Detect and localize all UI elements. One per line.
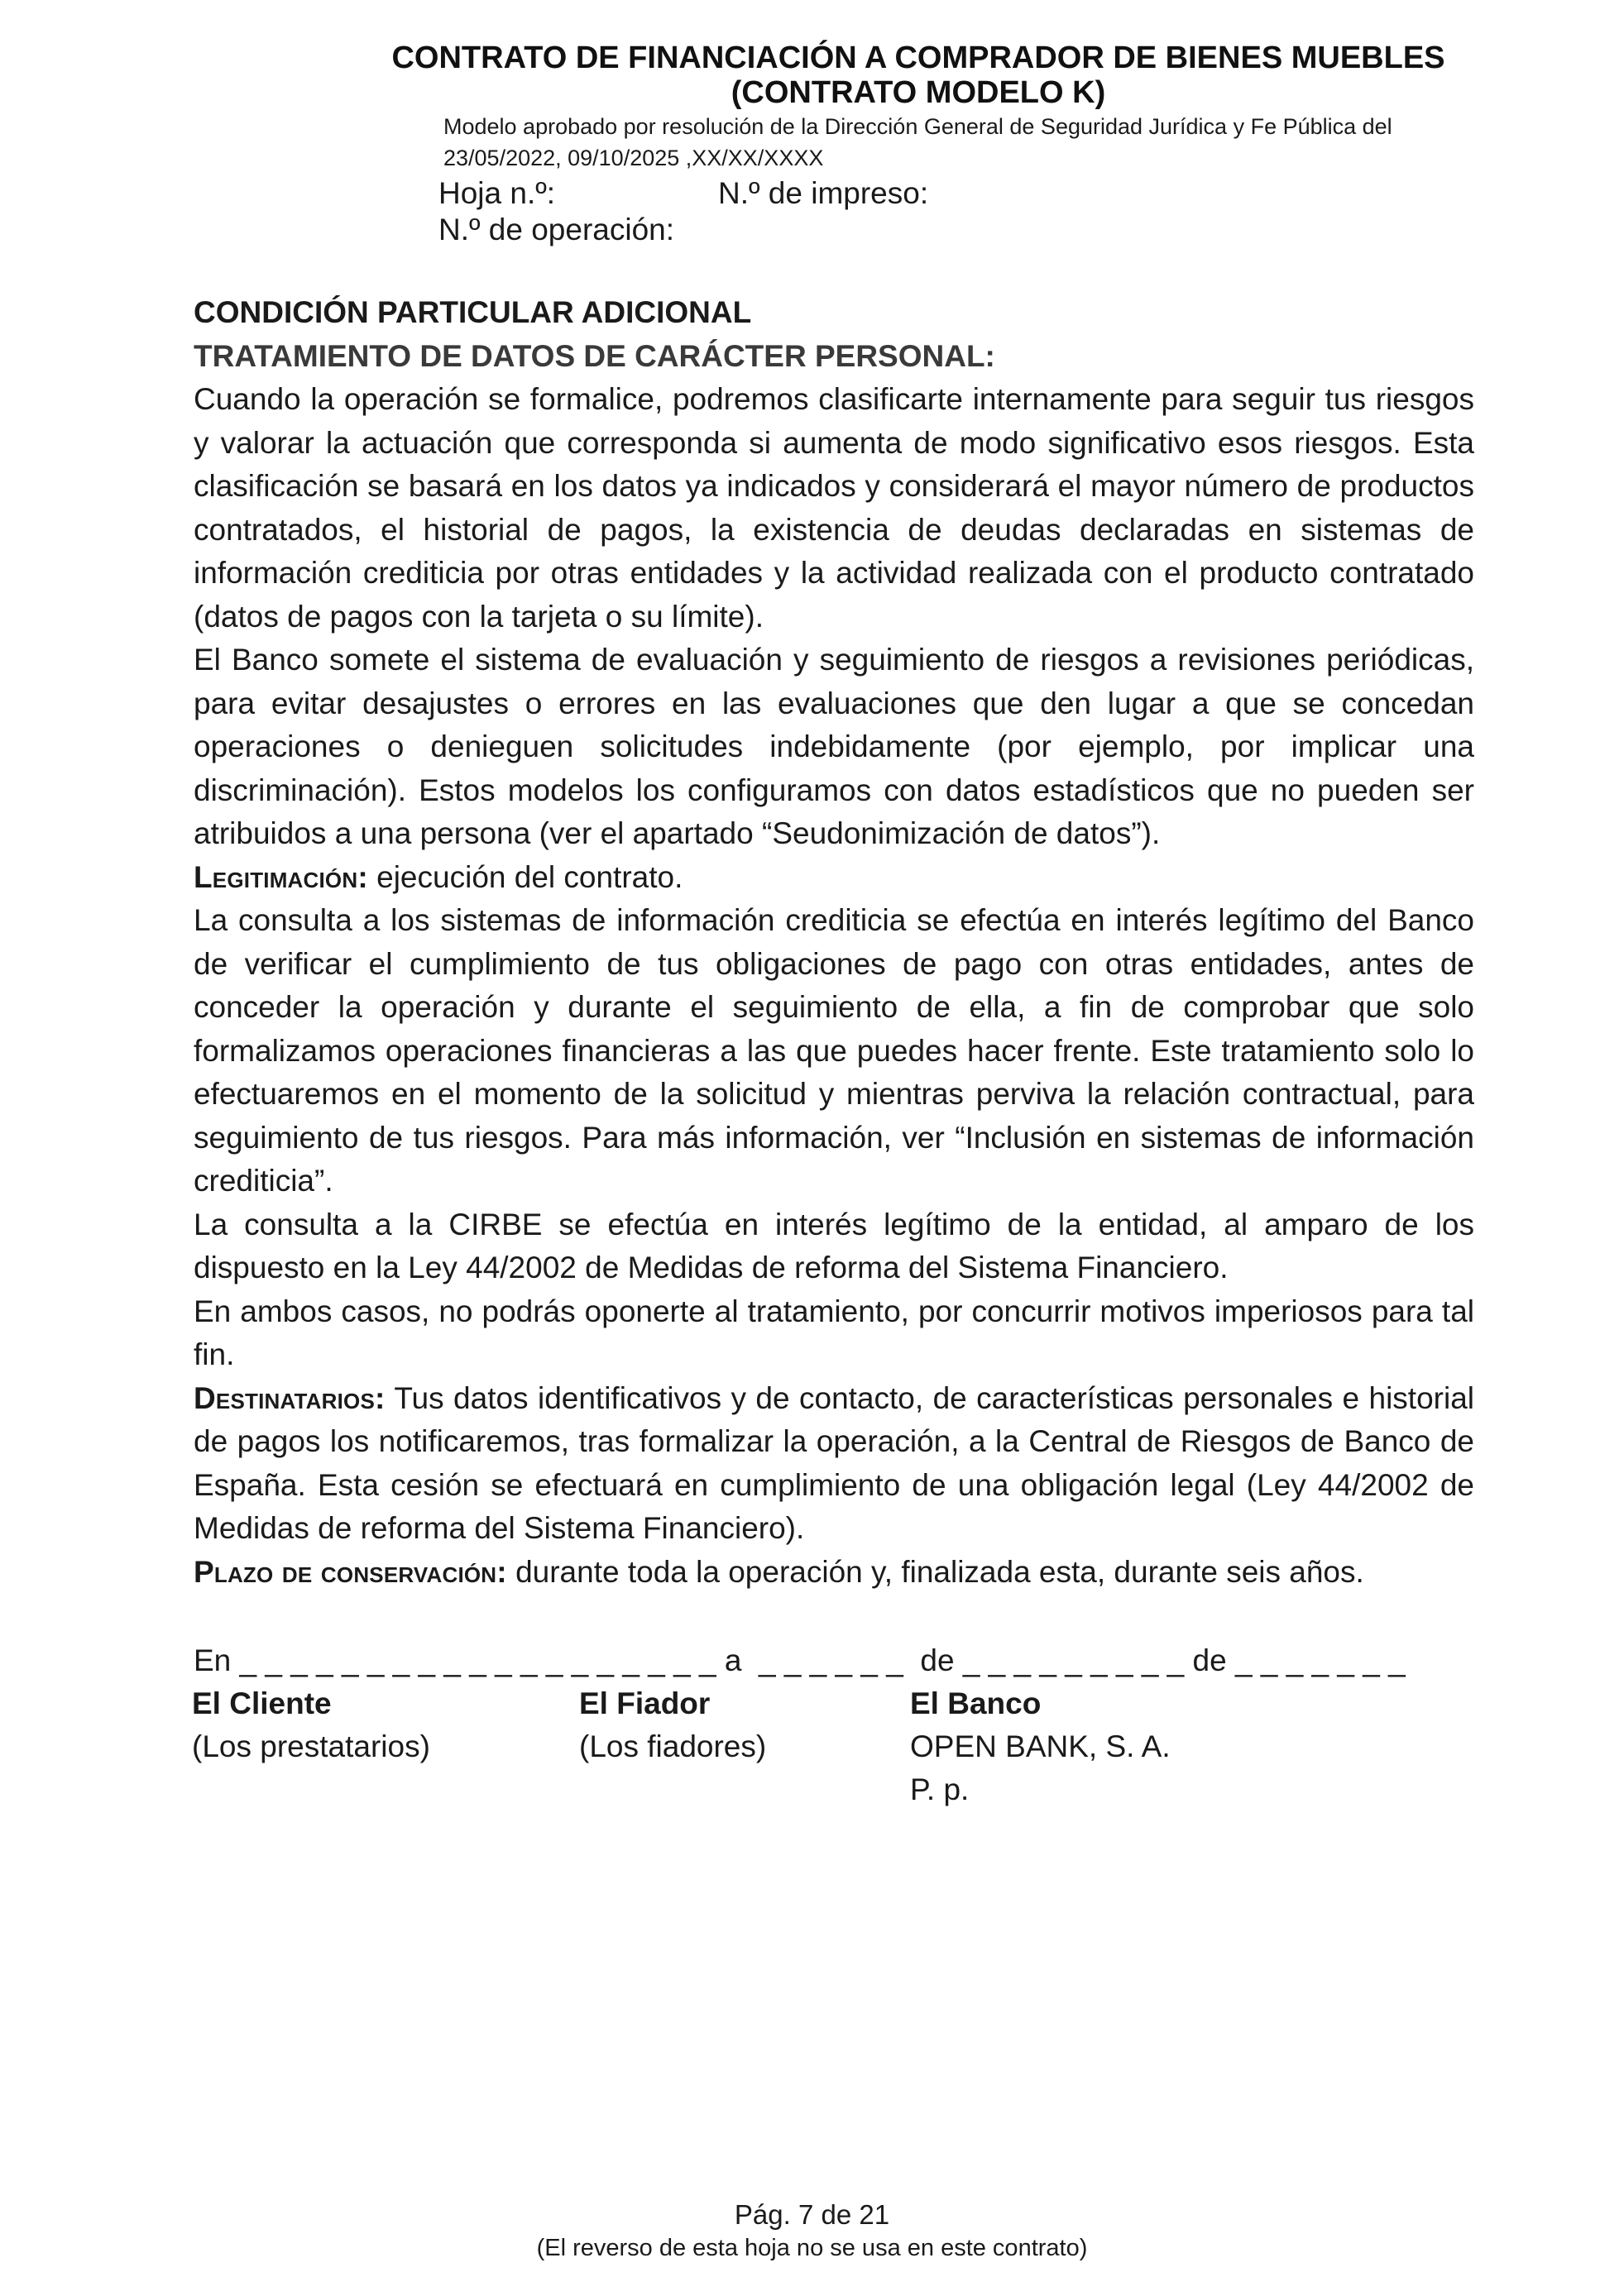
recipients-text: Tus datos identificativos y de contacto, de características personales e historial de pagos los notificaremos, tras formalizar la operación, a la Central de Riesgos de Banco de España. Esta cesión se efectuará en cumplimiento de una obligación legal (Ley 44/2002 de Medidas de reforma del Sistema Financiero). (194, 1380, 1474, 1545)
paragraph-no-objection: En ambos casos, no podrás oponerte al tratamiento, por concurrir motivos imperiosos para tal fin. (194, 1294, 1474, 1371)
section-title: CONDICIÓN PARTICULAR ADICIONAL (194, 295, 752, 329)
paragraph-recipients (194, 1377, 1474, 1551)
document-subtitle: (CONTRATO MODELO K) (731, 75, 1106, 110)
legitimacy-text: ejecución del contrato. (367, 859, 683, 894)
place-date-line: En _ _ _ _ _ _ _ _ _ _ _ _ _ _ _ _ _ _ _ a _ _ _ _ _ _ de _ _ _ _ _ _ _ _ _ de _ _ _ _ _ _ _ (194, 1643, 1406, 1677)
client-signature (192, 1682, 430, 1768)
print-number-label: N.º de impreso: (718, 176, 929, 210)
reverse-note: (El reverso de esta hoja no se usa en este contrato) (536, 2235, 1088, 2261)
section-subtitle: TRATAMIENTO DE DATOS DE CARÁCTER PERSONAL: (194, 338, 995, 373)
guarantor-signature (579, 1682, 766, 1768)
legitimacy-label: Legitimación: (194, 859, 368, 894)
recipients-label: Destinatarios: (194, 1380, 386, 1415)
guarantor-subheading: (Los fiadores) (579, 1729, 767, 1763)
retention-label: Plazo de conservación: (194, 1554, 507, 1589)
bank-pp: P. p. (910, 1772, 970, 1806)
document-title: CONTRATO DE FINANCIACIÓN A COMPRADOR DE BIENES MUEBLES (391, 41, 1445, 75)
bank-signature (910, 1682, 1171, 1811)
retention-text: durante toda la operación y, finalizada esta, durante seis años. (506, 1554, 1364, 1589)
paragraph-evaluation-review: El Banco somete el sistema de evaluación y seguimiento de riesgos a revisiones periódicas, para evitar desajustes o errores en las evaluaciones que den lugar a que se concedan operaciones o denieguen solicitudes indebidamente (por ejemplo, por implicar una discriminación). Estos modelos los configuramos con datos estadísticos que no pueden ser atribuidos a una persona (ver el apartado “Seudonimización de datos”). (194, 643, 1474, 850)
sheet-number-label: Hoja n.º: (438, 176, 556, 210)
bank-heading: El Banco (910, 1686, 1042, 1720)
paragraph-classification: Cuando la operación se formalice, podremos clasificarte internamente para seguir tus riesgos y valorar la actuación que corresponda si aumenta de modo significativo esos riesgos. Esta clasificación se basará en los datos ya indicados y considerará el mayor número de productos contratados, el historial de pagos, la existencia de deudas declaradas en sistemas de información crediticia por otras entidades y la actividad realizada con el producto contratado (datos de pagos con la tarjeta o su límite). (194, 382, 1474, 634)
paragraph-cirbe: La consulta a la CIRBE se efectúa en interés legítimo de la entidad, al amparo de los dispuesto en la Ley 44/2002 de Medidas de reforma del Sistema Financiero. (194, 1207, 1474, 1284)
bank-name: OPEN BANK, S. A. (910, 1729, 1171, 1763)
paragraph-credit-systems: La consulta a los sistemas de información crediticia se efectúa en interés legítimo del Banco de verificar el cumplimiento de tus obligaciones de pago con otras entidades, antes de conceder la operación y durante el seguimiento de ella, a fin de comprobar que solo formalizamos operaciones financieras a las que puedes hacer frente. Este tratamiento solo lo efectuaremos en el momento de la solicitud y mientras perviva la relación contractual, para seguimiento de tus riesgos. Para más información, ver “Inclusión en sistemas de información crediticia”. (194, 903, 1474, 1198)
guarantor-heading: El Fiador (579, 1686, 711, 1720)
paragraph-retention (194, 1551, 1474, 1595)
operation-number-label: N.º de operación: (438, 213, 675, 246)
paragraph-legitimacy (194, 856, 1474, 900)
data-processing-section (194, 291, 1474, 1594)
client-heading: El Cliente (192, 1686, 332, 1720)
approval-dates: 23/05/2022, 09/10/2025 ,XX/XX/XXXX (443, 146, 824, 170)
approval-note: Modelo aprobado por resolución de la Dirección General de Seguridad Jurídica y Fe Pública del (443, 114, 1392, 139)
client-subheading: (Los prestatarios) (192, 1729, 430, 1763)
page-number: Pág. 7 de 21 (734, 2199, 890, 2230)
